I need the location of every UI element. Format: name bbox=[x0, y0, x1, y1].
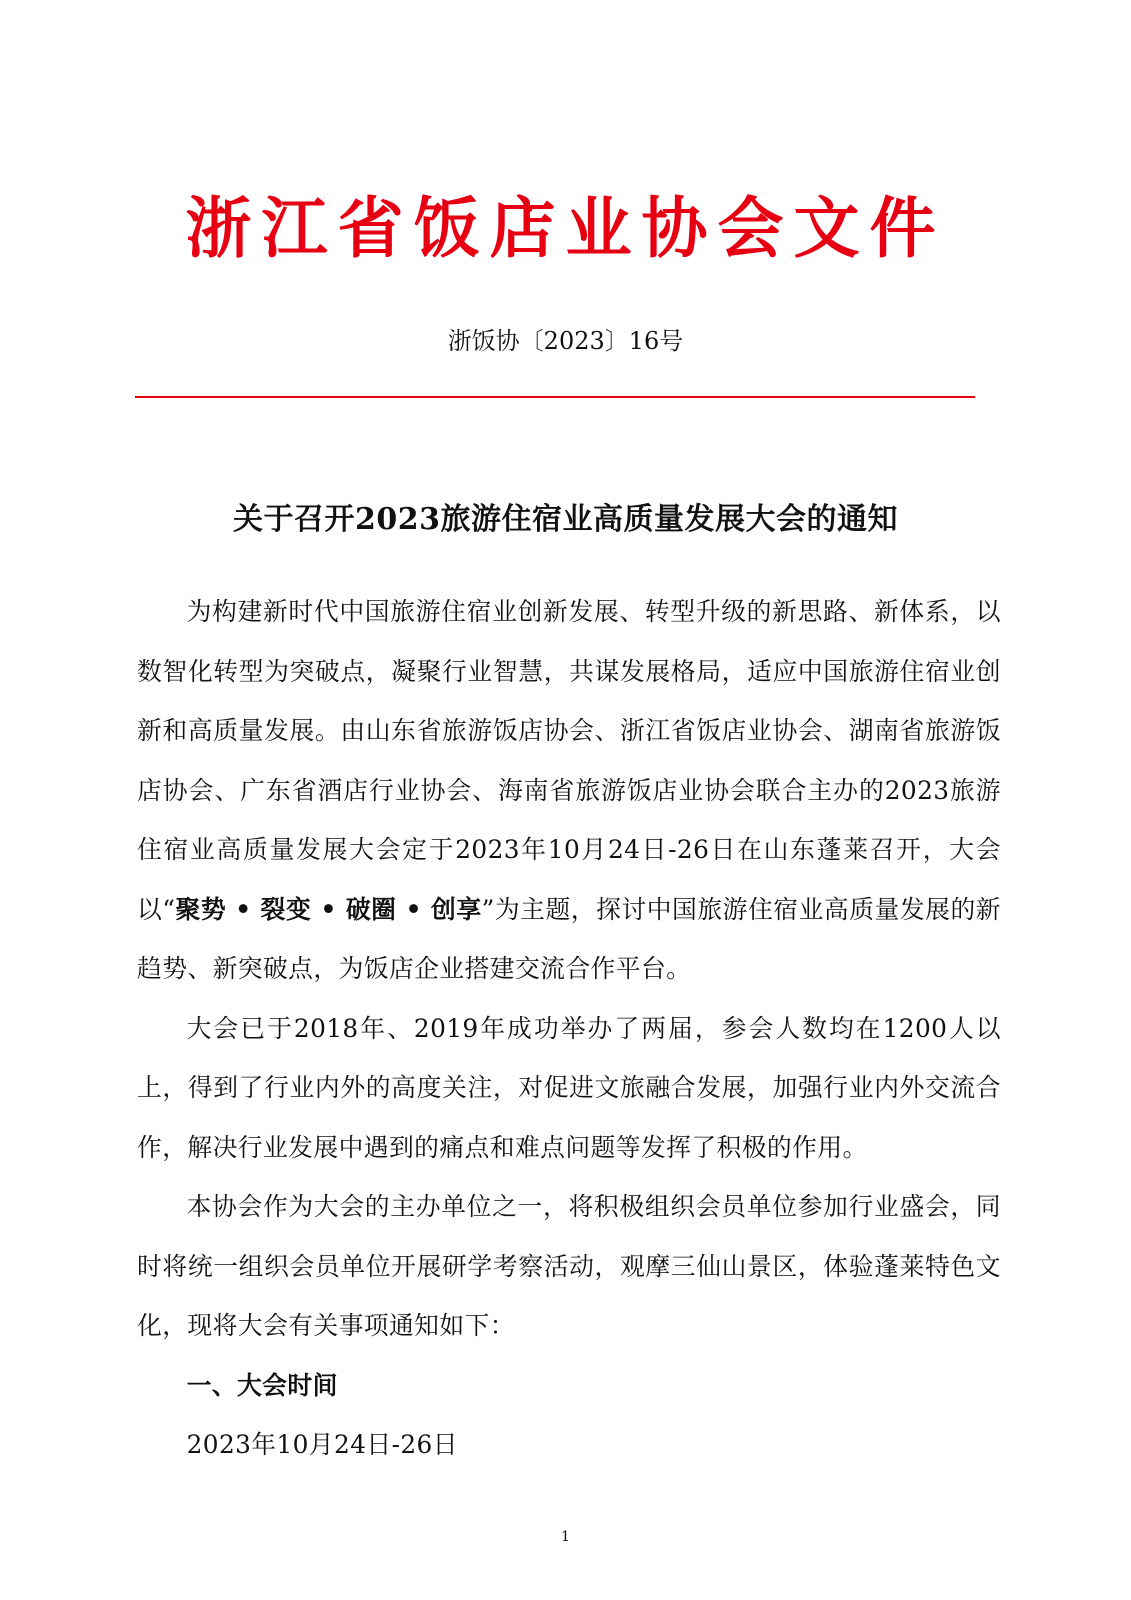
paragraph-intro-text-a: 为构建新时代中国旅游住宿业创新发展、转型升级的新思路、新体系，以数智化转型为突破点，凝聚行业智慧，共谋发展格局，适应中国旅游住宿业创新和高质量发展。由山东省旅游饭店协会、浙江省饭店业协会、湖南省旅游饭店协会、广东省酒店行业协会、海南省旅游饭店业协会联合主办的2023旅游住宿业高质量发展大会定于2023年10月24日-26日在山东蓬莱召开，大会以“ bbox=[137, 597, 1001, 924]
paragraph-organizer: 本协会作为大会的主办单位之一，将积极组织会员单位参加行业盛会，同时将统一组织会员单位开展研学考察活动，观摩三仙山景区，体验蓬莱特色文化，现将大会有关事项通知如下： bbox=[137, 1192, 1001, 1340]
page-number: 1 bbox=[561, 1529, 570, 1545]
paragraph-intro bbox=[137, 582, 1001, 999]
document-number: 浙饭协〔2023〕16号 bbox=[447, 327, 684, 355]
section-content-time: 2023年10月24日-26日 bbox=[186, 1430, 458, 1459]
paragraph-history: 大会已于2018年、2019年成功举办了两届，参会人数均在1200人以上，得到了行业内外的高度关注，对促进文旅融合发展，加强行业内外交流合作，解决行业发展中遇到的痛点和难点问题等发挥了积极的作用。 bbox=[137, 1013, 1001, 1162]
header-divider bbox=[135, 396, 975, 398]
document-header-title: 浙江省饭店业协会文件 bbox=[185, 189, 946, 267]
notice-title: 关于召开2023旅游住宿业高质量发展大会的通知 bbox=[233, 502, 898, 537]
notice-body bbox=[137, 582, 1001, 1475]
paragraph-intro-text-b: ”为主题，探讨中国旅游住宿业高质量发展的新趋势、新突破点，为饭店企业搭建交流合作平台。 bbox=[137, 894, 1001, 983]
conference-theme: 聚势 • 裂变 • 破圈 • 创享 bbox=[175, 894, 482, 924]
section-heading-time: 一、大会时间 bbox=[186, 1370, 338, 1400]
